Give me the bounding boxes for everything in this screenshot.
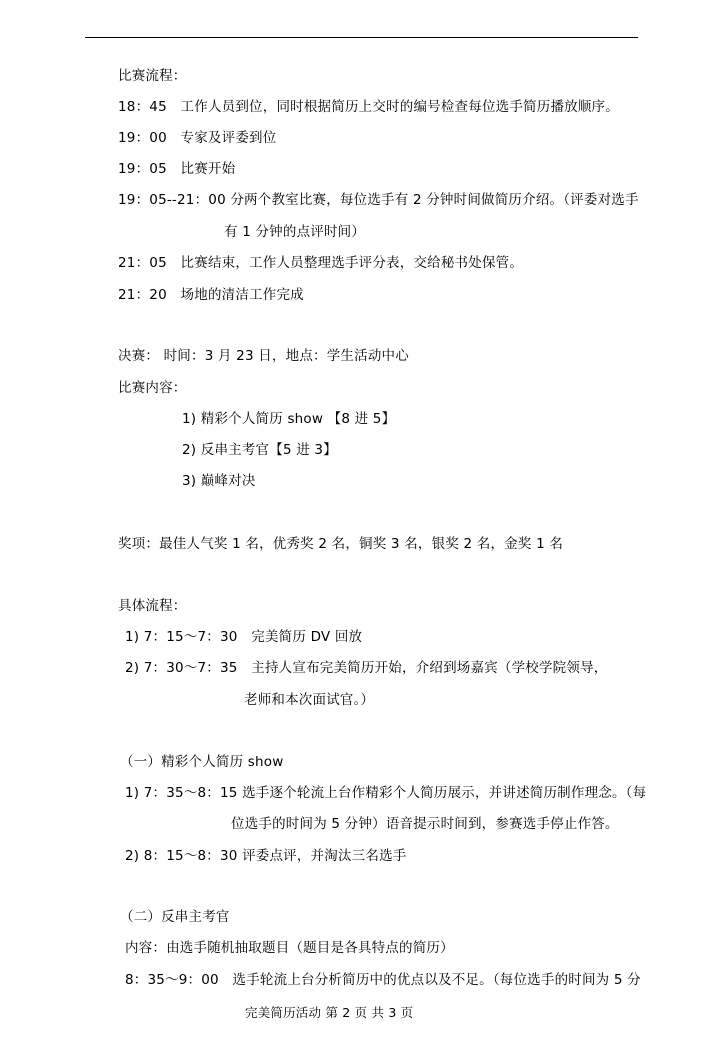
content-line: 内容：由选手随机抽取题目（题目是各具特点的简历） bbox=[125, 940, 454, 956]
list-item: 1) 精彩个人简历 show 【8 进 5】 bbox=[182, 411, 396, 427]
subsection-heading: （一）精彩个人简历 show bbox=[120, 754, 284, 770]
list-item: 2) 8：15～8：30 评委点评，并淘汰三名选手 bbox=[125, 848, 407, 864]
list-item: 3) 巅峰对决 bbox=[182, 473, 256, 489]
schedule-line: 18：45 工作人员到位，同时根据简历上交时的编号检查每位选手简历播放顺序。 bbox=[118, 99, 619, 115]
final-info: 决赛： 时间：3 月 23 日，地点：学生活动中心 bbox=[118, 348, 409, 364]
list-item-continued: 位选手的时间为 5 分钟）语音提示时间到，参赛选手停止作答。 bbox=[231, 816, 619, 832]
list-item-continued: 老师和本次面试官。） bbox=[244, 692, 375, 708]
page-footer: 完美简历活动 第 2 页 共 3 页 bbox=[245, 1005, 414, 1020]
schedule-line: 8：35～9：00 选手轮流上台分析简历中的优点以及不足。（每位选手的时间为 5 分 bbox=[125, 972, 641, 988]
list-item: 2) 7：30～7：35 主持人宣布完美简历开始，介绍到场嘉宾（学校学院领导， bbox=[125, 660, 608, 676]
list-item: 1) 7：15～7：30 完美简历 DV 回放 bbox=[125, 629, 363, 645]
section-heading: 比赛流程： bbox=[118, 68, 187, 84]
schedule-line: 19：05--21：00 分两个教室比赛，每位选手有 2 分钟时间做简历介绍。（评委对选手 bbox=[118, 192, 639, 208]
section-heading: 具体流程： bbox=[118, 598, 187, 614]
schedule-line: 19：05 比赛开始 bbox=[118, 161, 236, 177]
awards-line: 奖项：最佳人气奖 1 名，优秀奖 2 名，铜奖 3 名，银奖 2 名，金奖 1 名 bbox=[118, 536, 564, 552]
schedule-line-continued: 有 1 分钟的点评时间） bbox=[224, 224, 366, 240]
section-heading: 比赛内容： bbox=[118, 380, 187, 396]
list-item: 2) 反串主考官【5 进 3】 bbox=[182, 442, 337, 458]
header-rule bbox=[85, 37, 638, 38]
subsection-heading: （二）反串主考官 bbox=[120, 909, 230, 925]
schedule-line: 19：00 专家及评委到位 bbox=[118, 130, 277, 146]
list-item: 1) 7：35～8：15 选手逐个轮流上台作精彩个人简历展示，并讲述简历制作理念。（每 bbox=[125, 785, 647, 801]
schedule-line: 21：05 比赛结束，工作人员整理选手评分表，交给秘书处保管。 bbox=[118, 255, 524, 271]
schedule-line: 21：20 场地的清洁工作完成 bbox=[118, 287, 304, 303]
